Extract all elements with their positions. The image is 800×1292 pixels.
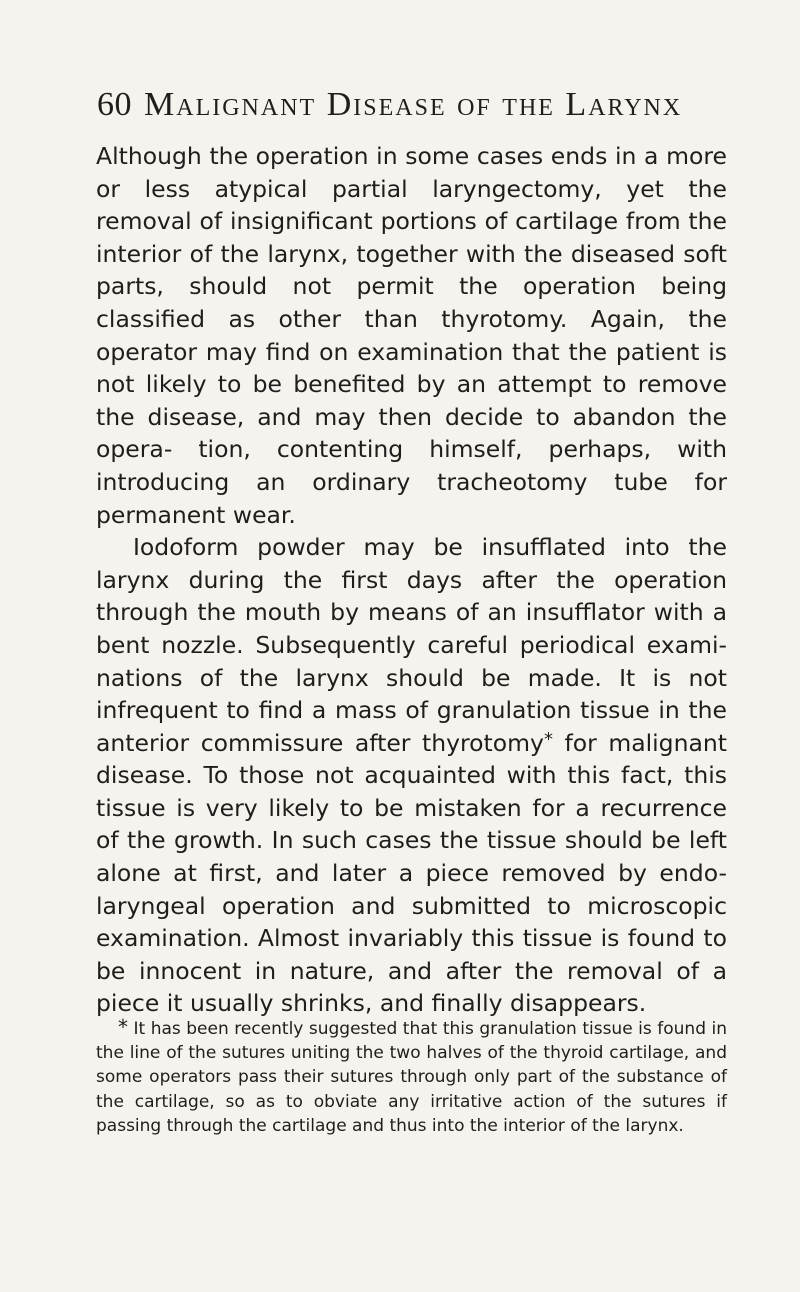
page-header: [97, 86, 727, 132]
paragraph-2: [96, 531, 727, 1020]
footnote-mark: *: [118, 1015, 128, 1039]
paragraph-2-text-a: Iodoform powder may be insufflated into the larynx during the first days after the operation through the mouth by means of an insufflator with a bent nozzle. Subsequently careful periodical exami- nations of the larynx should be made. It is not infrequent to find a mass of granulation tissue in the anterior commissure after thyrotomy: [96, 533, 727, 757]
page-number: 60: [97, 86, 132, 123]
paragraph-2-text-b: for malignant disease. To those not acquainted with this fact, this tissue is very likely to be mistaken for a recurrence of the growth. In such cases the tissue should be left alone at first, and later a piece removed by endo- laryngeal operation and submitted to microscopic examination. Almost invariably this tissue is found to be innocent in nature, and after the removal of a piece it usually shrinks, and finally disappears.: [96, 728, 727, 1018]
footnote-reference: *: [543, 728, 553, 750]
footnote-paragraph: [96, 1015, 727, 1138]
footnote-text: It has been recently suggested that this granulation tissue is found in the line of the sutures uniting the two halves of the thyroid cartilage, and some operators pass their sutures through only part of the substance of the cartilage, so as to obviate any irritative action of the sutures if passing through the cartilage and thus into the interior of the larynx.: [96, 1019, 727, 1136]
main-text: [96, 140, 727, 1020]
footnote: [96, 1015, 727, 1138]
paragraph-1: Although the operation in some cases ends in a more or less atypical partial laryngectomy, yet the removal of insignificant portions of cartilage from the interior of the larynx, together with the diseased soft parts, should not permit the operation being classified as other than thyrotomy. Again, the operator may find on examination that the patient is not likely to be benefited by an attempt to remove the disease, and may then decide to abandon the opera- tion, contenting himself, perhaps, with introducing an ordinary tracheotomy tube for permanent wear.: [96, 142, 727, 529]
running-title: Malignant Disease of the Larynx: [144, 86, 683, 123]
